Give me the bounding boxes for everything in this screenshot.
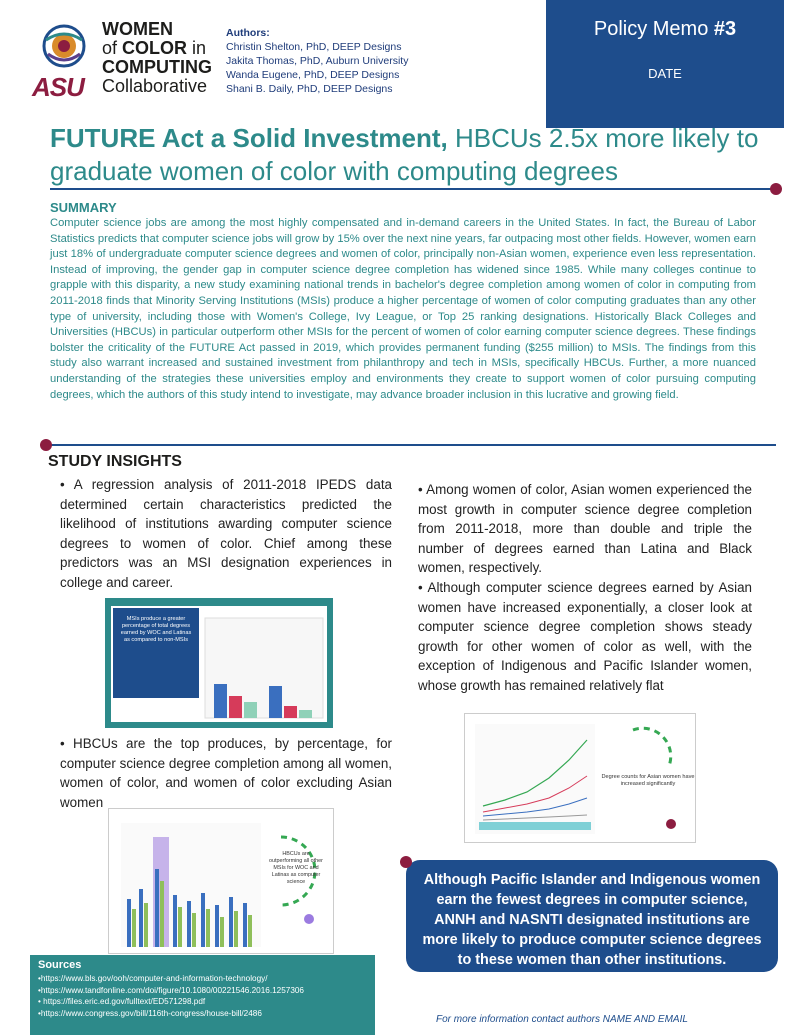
figure-3-dashed-arc — [633, 728, 671, 766]
insight-3: • Among women of color, Asian women experienced the most growth in computer science degree completion from 2011-2018, more than double and triple the number of degrees earned than Latina and Black women, respectively. — [418, 482, 752, 576]
org-line-1: WOMEN — [102, 19, 173, 39]
org-line-4: Collaborative — [102, 76, 208, 96]
figure-3-band — [479, 822, 591, 830]
fig1-bar-5 — [284, 706, 297, 718]
divider-1-dot — [770, 183, 782, 195]
source-link[interactable]: •https://www.tandfonline.com/doi/figure/10.1080/00221546.2016.1257306 — [38, 985, 304, 995]
author-1: Christin Shelton, PhD, DEEP Designs — [226, 41, 402, 53]
figure-1-callout: MSIs produce a greater percentage of total degrees earned by WOC and Latinas as compared to non-MSIs — [120, 616, 192, 643]
source-link[interactable]: •https://www.bls.gov/ooh/computer-and-information-technology/ — [38, 974, 268, 983]
insight-1: • A regression analysis of 2011-2018 IPEDS data determined certain characteristics predicted the likelihood of institutions awarding computer science degrees to women of color. Chief among these predictors was an MSI designation experiences in college and career. — [60, 477, 392, 590]
authors-heading: Authors: — [226, 27, 270, 39]
globe-logo-icon — [40, 22, 88, 70]
sources-list — [38, 973, 367, 1019]
fig1-bar-6 — [299, 710, 312, 718]
source-link[interactable]: • https://files.eric.ed.gov/fulltext/ED571298.pdf — [38, 997, 206, 1007]
source-link[interactable]: •https://www.congress.gov/bill/116th-congress/house-bill/2486 — [38, 1008, 262, 1018]
divider-1 — [50, 188, 778, 190]
divider-2-dot — [40, 439, 52, 451]
fig1-bar-1 — [214, 684, 227, 718]
authors-block — [226, 26, 408, 96]
figure-hbcu-bar-chart — [108, 808, 334, 954]
memo-box — [546, 0, 784, 128]
memo-date: DATE — [648, 66, 682, 81]
org-line-3: COMPUTING — [102, 57, 212, 77]
divider-2 — [46, 444, 776, 446]
figure-msi-bar-chart — [105, 598, 333, 728]
sources-box — [30, 955, 375, 1035]
figure-asian-women-line-chart — [464, 713, 696, 843]
key-finding-callout — [406, 860, 778, 972]
figure-3-callout: Degree counts for Asian women have increased significantly — [601, 774, 695, 787]
summary-text: Computer science jobs are among the most highly compensated and in-demand careers in the United States. In fact, the Bureau of Labor Statistics predicts that computer science jobs will grow by 15% over the next nine years, far outpacing most other fields. However, women earn just 18% of undergraduate computer science degrees and women of color, principally non-Asian women, experience even less representation. Instead of improving, the gender gap in computer science degree completion has widened since 1985. While many colleges continue to grapple with this disparity, a new study examining national trends in bachelor's degree completion among women of color in computing from 2011-2018 finds that Minority Serving Institutions (MSIs) produce a higher percentage of women of color computing graduates than any other type of university, including those with Women's College, Ivy League, or Top 25 ranking designations. Historically Black Colleges and Universities (HBCUs) in particular outperform other MSIs for the percent of women of color earning computer science degrees. These findings bolster the criticality of the FUTURE Act passed in 2019, which provides permanent funding ($255 million) to MSIs. The findings from this study also warrant increased and sustained investment from philanthropy and tech in MSIs, specifically HBCUs. Further, a more nuanced understanding of the strategies these universities employ and environments they create to support women of color pursuing computing degrees, which the authors of this study intend to investigate, may advance broader inclusion in this lucrative and growing field. — [50, 217, 756, 401]
key-finding-text: Although Pacific Islander and Indigenous women earn the fewest degrees in computer science, ANNH and NASNTI designated institutions are more likely to produce computer science degrees to these women than other institutions. — [422, 872, 762, 968]
figure-3-dot — [666, 819, 676, 829]
contact-line: For more information contact authors NAME AND EMAIL — [436, 1014, 688, 1025]
org-line-2: of COLOR in — [102, 38, 207, 58]
insights-heading: STUDY INSIGHTS — [48, 453, 182, 470]
fig1-bar-3 — [244, 702, 257, 718]
headline: FUTURE Act a Solid Investment, HBCUs 2.5x more likely to graduate women of color with computing degrees — [50, 123, 759, 186]
figure-2-callout: HBCUs are outperforming all other MSIs for WOC and Latinas as computer science — [269, 851, 323, 885]
fig1-bar-2 — [229, 696, 242, 718]
summary-heading: SUMMARY — [50, 200, 117, 215]
figure-2-dot — [304, 914, 314, 924]
author-2: Jakita Thomas, PhD, Auburn University — [226, 55, 409, 67]
org-name — [102, 20, 212, 96]
insight-2: • HBCUs are the top produces, by percentage, for computer science degree completion among all women, women of color, and women of color excluding Asian women — [60, 736, 392, 810]
insight-4: • Although computer science degrees earned by Asian women have increased exponentially, a closer look at computer science degree completion shows steady growth for other women of color as well, with the exception of Indigenous and Pacific Islander women, whose growth has remained relatively flat — [418, 580, 752, 693]
fig1-bar-4 — [269, 686, 282, 718]
author-3: Wanda Eugene, PhD, DEEP Designs — [226, 69, 400, 81]
asu-logo: ASU — [32, 72, 84, 102]
callout-dot — [400, 856, 412, 868]
sources-heading: Sources — [38, 959, 82, 971]
logo — [30, 14, 220, 100]
memo-title: Policy Memo #3 — [593, 18, 737, 40]
author-4: Shani B. Daily, PhD, DEEP Designs — [226, 83, 393, 95]
